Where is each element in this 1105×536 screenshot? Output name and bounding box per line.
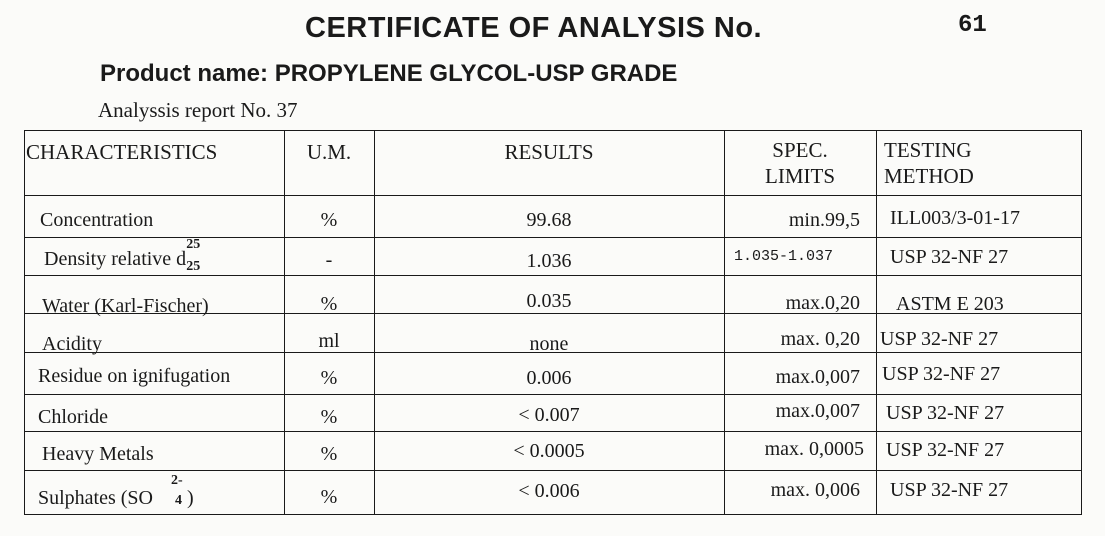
report-label: Analyssis report No. — [98, 98, 272, 122]
row-rule — [24, 394, 1082, 395]
spec-cell: max.0,20 — [785, 292, 860, 314]
um-cell: % — [320, 209, 338, 231]
report-line — [98, 98, 297, 123]
sulphates-superscript: 2- — [171, 473, 183, 488]
header-spec-line1: SPEC. — [772, 138, 828, 162]
header-spec-line2: LIMITS — [765, 164, 835, 188]
table-bottom-rule — [24, 514, 1082, 515]
product-label: Product name: — [100, 60, 269, 87]
method-cell: USP 32-NF 27 — [880, 328, 999, 350]
characteristic-heavy-metals: Heavy Metals — [42, 443, 154, 465]
density-subscript: 25 — [186, 259, 201, 274]
um-cell: % — [320, 443, 338, 465]
characteristic-chloride: Chloride — [38, 406, 108, 428]
result-cell: none — [529, 333, 569, 355]
row-rule — [24, 470, 1082, 471]
spec-cell: max.0,007 — [775, 366, 860, 388]
result-cell: < 0.006 — [518, 480, 580, 502]
col-rule — [24, 130, 25, 515]
certificate-number: 61 — [958, 12, 987, 39]
characteristic-concentration: Concentration — [40, 209, 154, 231]
spec-cell: max. 0,0005 — [764, 438, 864, 460]
header-um: U.M. — [306, 140, 352, 164]
method-cell: ASTM E 203 — [896, 293, 1004, 315]
report-number: 37 — [276, 98, 298, 122]
analysis-table — [24, 130, 1082, 516]
method-cell: ILL003/3-01-17 — [890, 207, 1020, 229]
spec-cell: max. 0,20 — [780, 328, 860, 350]
um-cell: % — [320, 486, 338, 508]
density-superscript: 25 — [186, 237, 201, 252]
characteristic-water: Water (Karl-Fischer) — [42, 295, 209, 317]
method-cell: USP 32-NF 27 — [886, 402, 1005, 424]
row-rule — [24, 431, 1082, 432]
density-label: Density relative d — [44, 248, 187, 270]
method-cell: USP 32-NF 27 — [886, 439, 1005, 461]
spec-cell: max. 0,006 — [770, 479, 860, 501]
method-cell: USP 32-NF 27 — [882, 363, 1001, 385]
um-cell: % — [320, 406, 338, 428]
sulphates-label: Sulphates (SO — [38, 487, 153, 509]
spec-cell: 1.035-1.037 — [734, 248, 834, 265]
um-cell: ml — [318, 330, 340, 352]
row-rule — [24, 275, 1082, 276]
row-rule — [24, 237, 1082, 238]
um-cell: % — [320, 293, 338, 315]
sulphates-subscript: 4 — [175, 493, 182, 508]
header-method-line2: METHOD — [884, 164, 974, 188]
header-bottom-rule — [24, 195, 1082, 196]
header-method-line1: TESTING — [884, 138, 972, 162]
method-cell: USP 32-NF 27 — [890, 246, 1009, 268]
method-cell: USP 32-NF 27 — [890, 479, 1009, 501]
header-results: RESULTS — [504, 140, 594, 164]
um-cell: % — [320, 367, 338, 389]
spec-cell: max.0,007 — [775, 400, 860, 422]
characteristic-density — [44, 237, 201, 274]
header-characteristics: CHARACTERISTICS — [26, 140, 218, 164]
result-cell: 1.036 — [526, 250, 572, 272]
certificate-title: CERTIFICATE OF ANALYSIS No. — [305, 12, 763, 44]
characteristic-sulphates — [38, 473, 194, 509]
spec-cell: min.99,5 — [788, 209, 860, 231]
product-name: PROPYLENE GLYCOL-USP GRADE — [274, 60, 678, 87]
table-top-rule — [24, 130, 1082, 131]
result-cell: 0.006 — [526, 367, 572, 389]
um-cell: - — [325, 249, 333, 271]
col-rule — [1081, 130, 1082, 515]
characteristic-residue: Residue on ignifugation — [38, 365, 231, 387]
result-cell: < 0.007 — [518, 404, 580, 426]
col-rule — [876, 130, 877, 515]
result-cell: < 0.0005 — [513, 440, 585, 462]
characteristic-acidity: Acidity — [42, 333, 102, 355]
product-line — [100, 60, 677, 88]
result-cell: 99.68 — [526, 209, 572, 231]
sulphates-close-paren: ) — [187, 487, 194, 509]
result-cell: 0.035 — [526, 290, 572, 312]
